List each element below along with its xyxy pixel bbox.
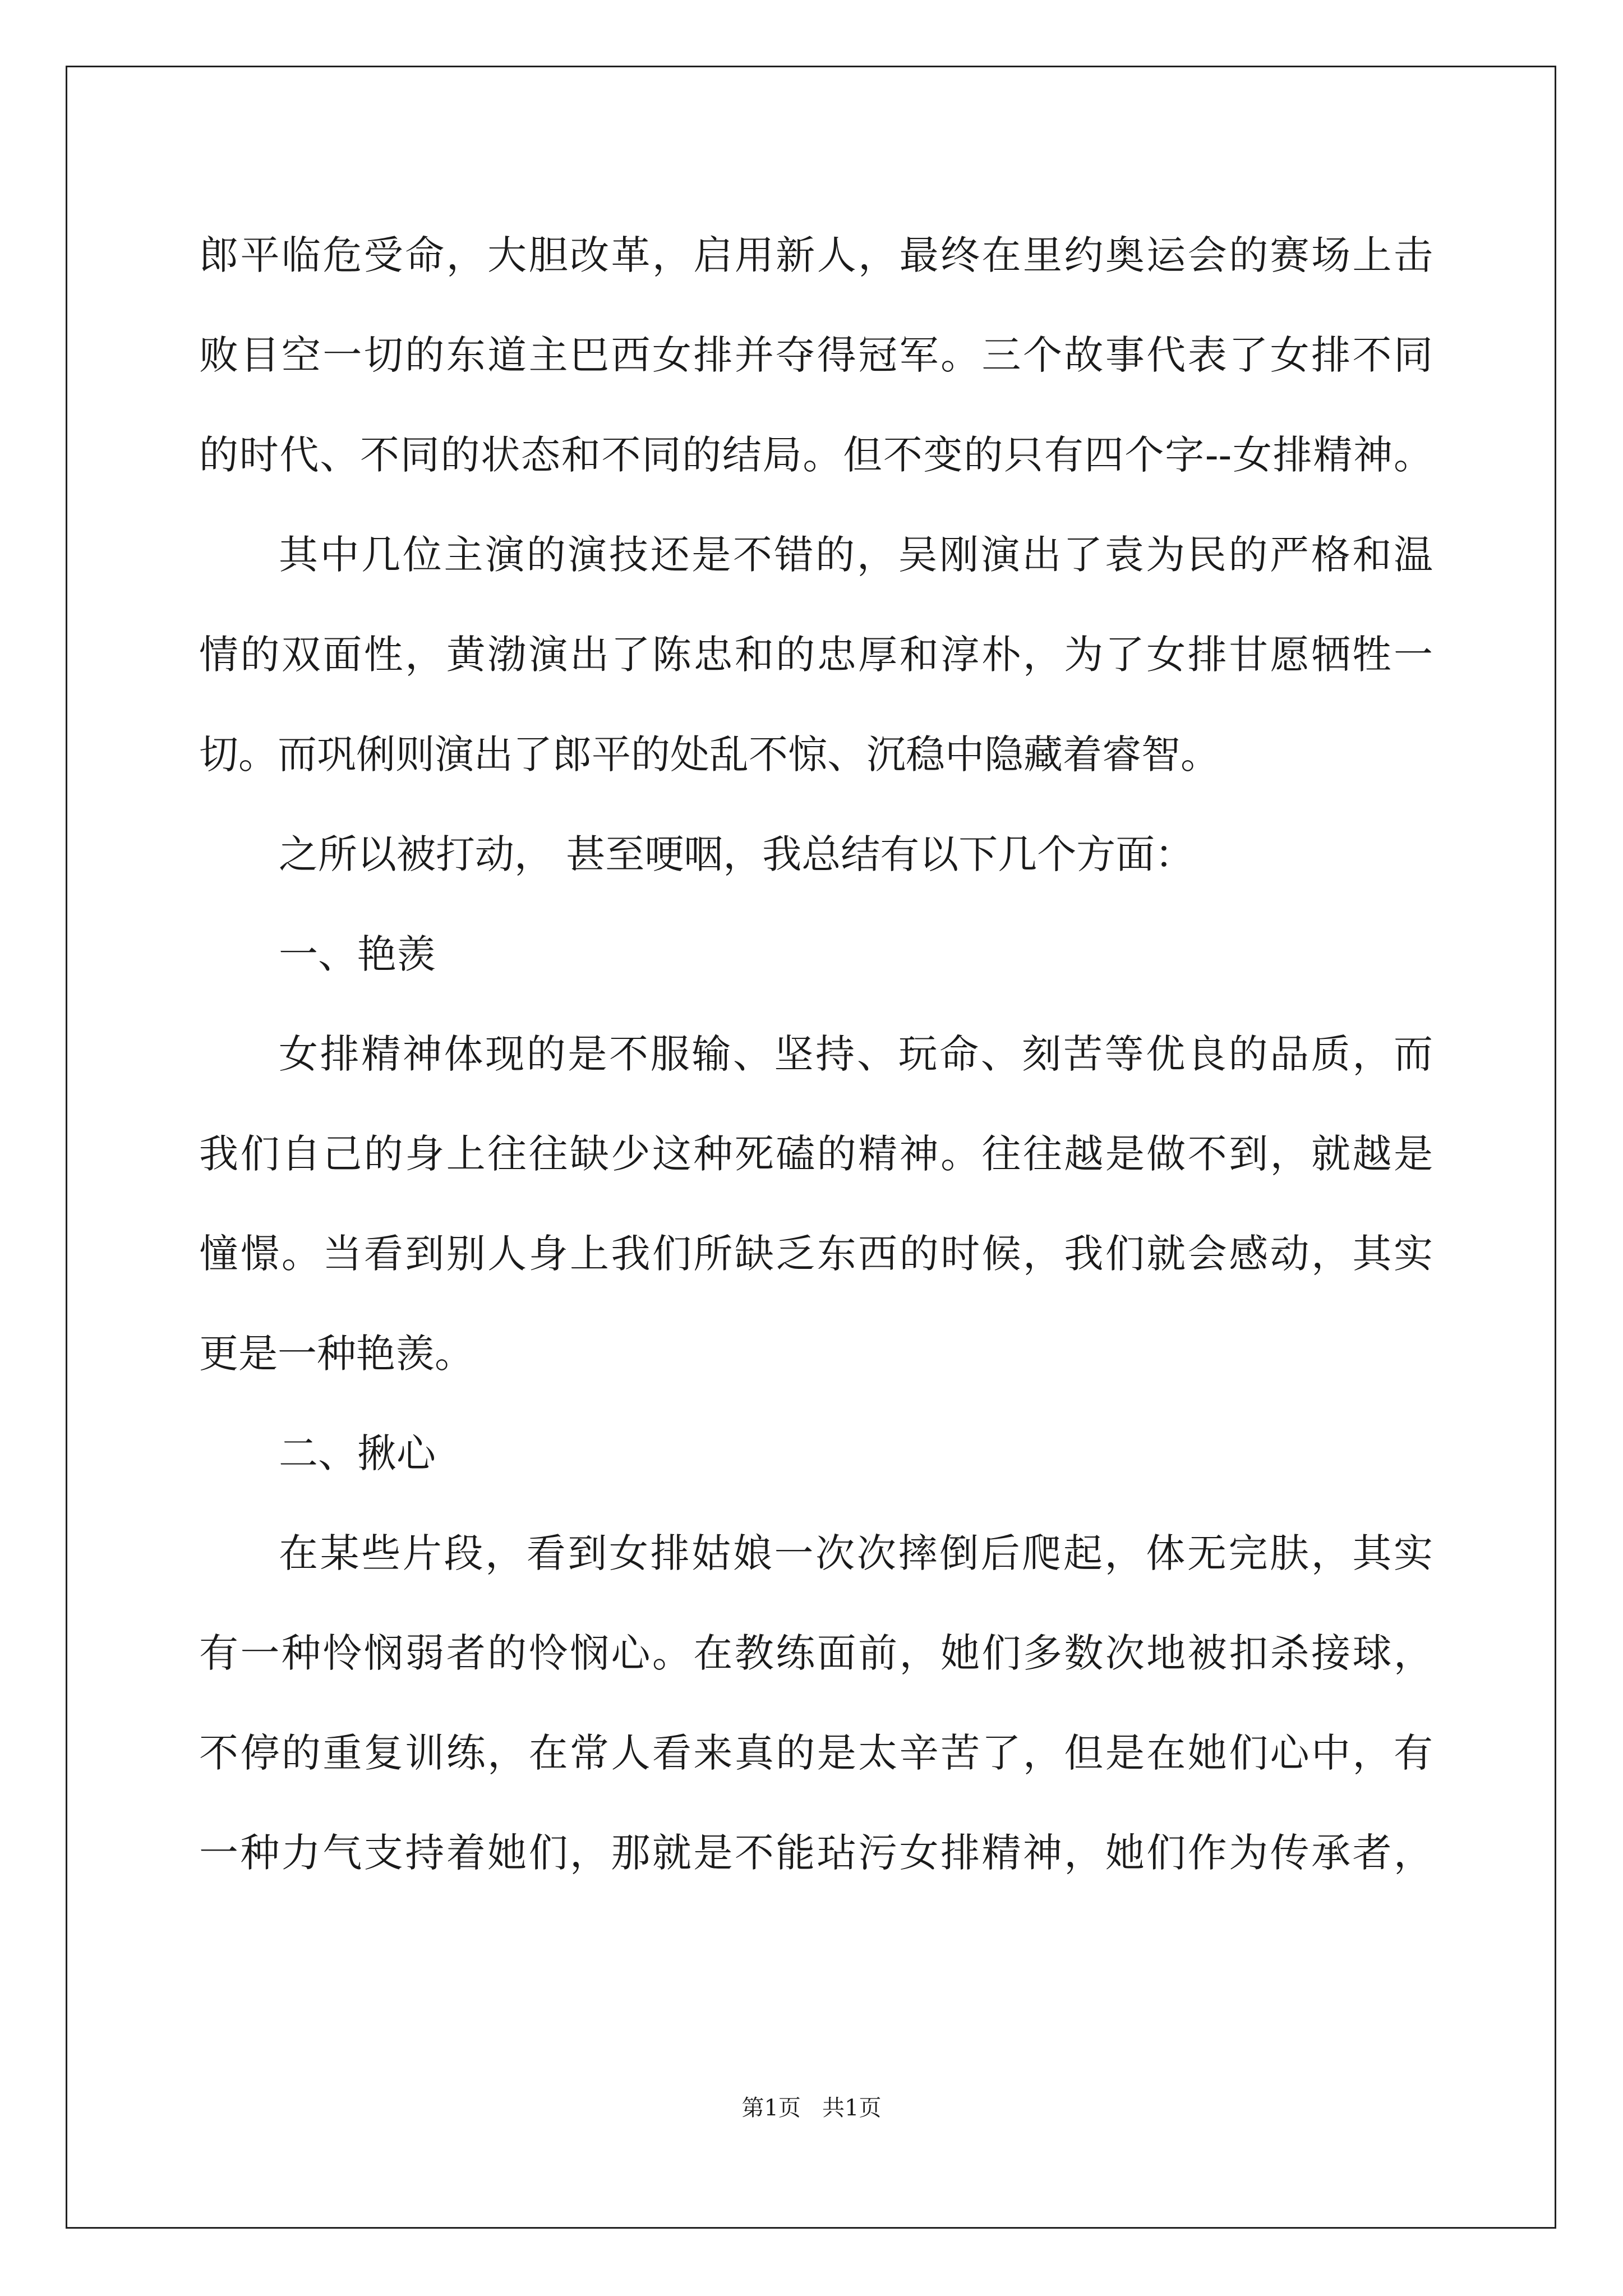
text-line: 其中几位主演的演技还是不错的，吴刚演出了袁为民的严格和温 — [279, 532, 1433, 578]
text-line: 败目空一切的东道主巴西女排并夺得冠军。三个故事代表了女排不同 — [199, 332, 1433, 378]
text-line: 郎平临危受命，大胆改革，启用新人，最终在里约奥运会的赛场上击 — [199, 232, 1433, 278]
text-line: 在某些片段，看到女排姑娘一次次摔倒后爬起，体无完肤，其实 — [279, 1530, 1433, 1576]
text-line: 不停的重复训练，在常人看来真的是太辛苦了，但是在她们心中，有 — [199, 1730, 1433, 1776]
text-line: 女排精神体现的是不服输、坚持、玩命、刻苦等优良的品质，而 — [279, 1031, 1433, 1077]
text-line: 憧憬。当看到别人身上我们所缺乏东西的时候，我们就会感动，其实 — [199, 1231, 1433, 1277]
text-line: 一种力气支持着她们，那就是不能玷污女排精神，她们作为传承者， — [199, 1830, 1433, 1876]
text-line: 之所以被打动， 甚至哽咽，我总结有以下几个方面： — [279, 831, 1195, 877]
text-line: 更是一种艳羡。 — [199, 1331, 474, 1377]
section-heading: 二、揪心 — [279, 1430, 436, 1476]
text-line: 的时代、不同的状态和不同的结局。但不变的只有四个字--女排精神。 — [199, 432, 1433, 478]
section-heading: 一、艳羡 — [279, 931, 436, 977]
page-number-footer: 第1页 共1页 — [741, 2095, 882, 2121]
text-line: 情的双面性，黄渤演出了陈忠和的忠厚和淳朴，为了女排甘愿牺牲一 — [199, 632, 1433, 678]
text-line: 有一种怜悯弱者的怜悯心。在教练面前，她们多数次地被扣杀接球， — [199, 1630, 1433, 1676]
text-line: 切。而巩俐则演出了郎平的处乱不惊、沉稳中隐藏着睿智。 — [199, 731, 1220, 777]
text-line: 我们自己的身上往往缺少这种死磕的精神。往往越是做不到，就越是 — [199, 1131, 1433, 1177]
